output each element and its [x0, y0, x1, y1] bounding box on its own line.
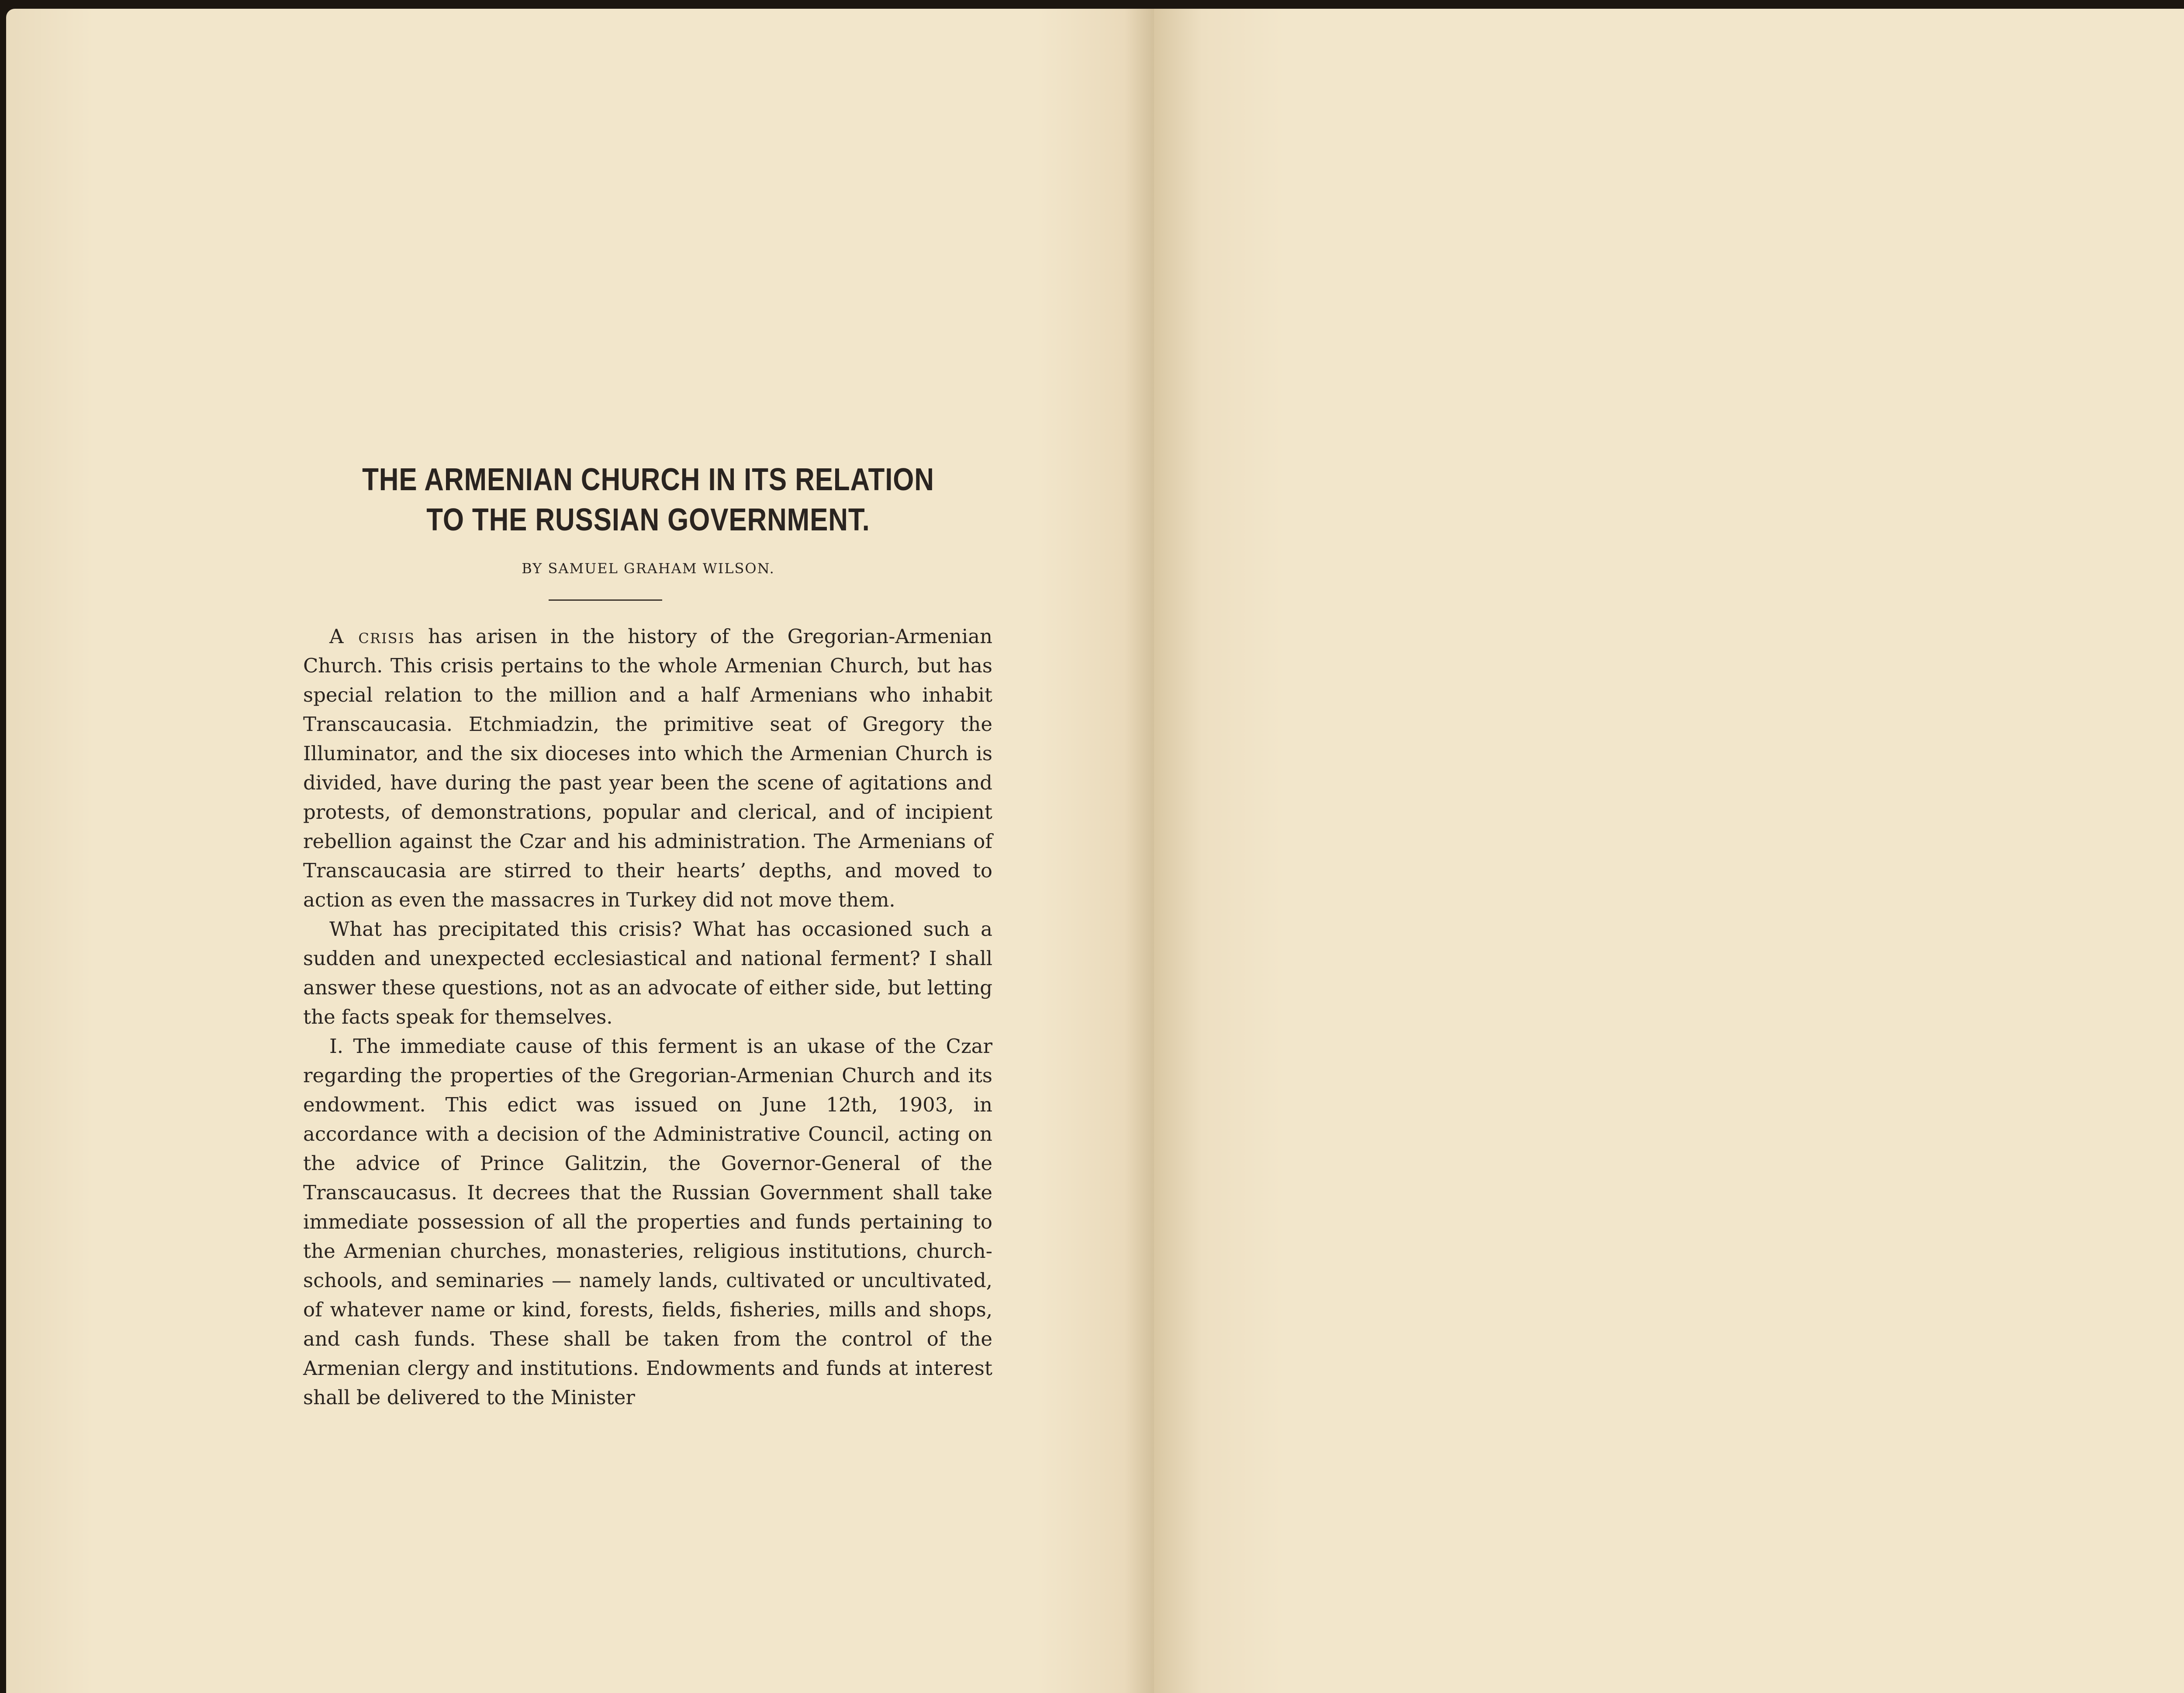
paragraph-2: What has precipitated this crisis? What has occasioned such a sudden and unexpected ecclesiastical and national ferment? I shall answer these questions, not as an advocate of either side, but letting the facts speak for themselves.	[303, 917, 992, 1028]
paragraph-1	[303, 622, 992, 914]
left-page	[6, 9, 1154, 1693]
byline: BY SAMUEL GRAHAM WILSON.	[522, 560, 775, 577]
title-line-2: TO THE RUSSIAN GOVERNMENT.	[426, 502, 870, 537]
paragraph-1-text: has arisen in the history of the Gregorian-Armenian Church. This crisis pertains to the whole Armenian Church, but has special relation to the million and a half Armenians who inhabit Transcaucasia. Etchmiadzin, the primitive seat of Gregory the Illuminator, and the six dioceses into which the Armenian Church is divided, have during the past year been the scene of agitations and protests, of demonstrations, popular and clerical, and of incipient rebellion against the Czar and his administration. The Armenians of Transcaucasia are stirred to their hearts’ depths, and moved to action as even the massacres in Turkey did not move them.	[303, 625, 992, 911]
left-body-text	[303, 622, 992, 1412]
title-line-1: THE ARMENIAN CHURCH IN ITS RELATION	[362, 462, 934, 497]
title-divider	[549, 599, 662, 601]
article-title	[352, 460, 945, 540]
right-page	[1154, 9, 2184, 1693]
paragraph-3: I. The immediate cause of this ferment is an ukase of the Czar regarding the properties of the Gregorian-Armenian Church and its endowment. This edict was issued on June 12th, 1903, in accordance with a decision of the Administrative Council, acting on the advice of Prince Galitzin, the Governor-General of the Transcaucasus. It decrees that the Russian Government shall take immediate possession of all the properties and funds pertaining to the Armenian churches, monasteries, religious institutions, church-schools, and seminaries — namely lands, cultivated or uncultivated, of whatever name or kind, forests, fields, fisheries, mills and shops, and cash funds. These shall be taken from the control of the Armenian clergy and institutions. Endowments and funds at interest shall be delivered to the Minister	[303, 1035, 992, 1409]
drop-word: A crisis	[329, 625, 415, 648]
